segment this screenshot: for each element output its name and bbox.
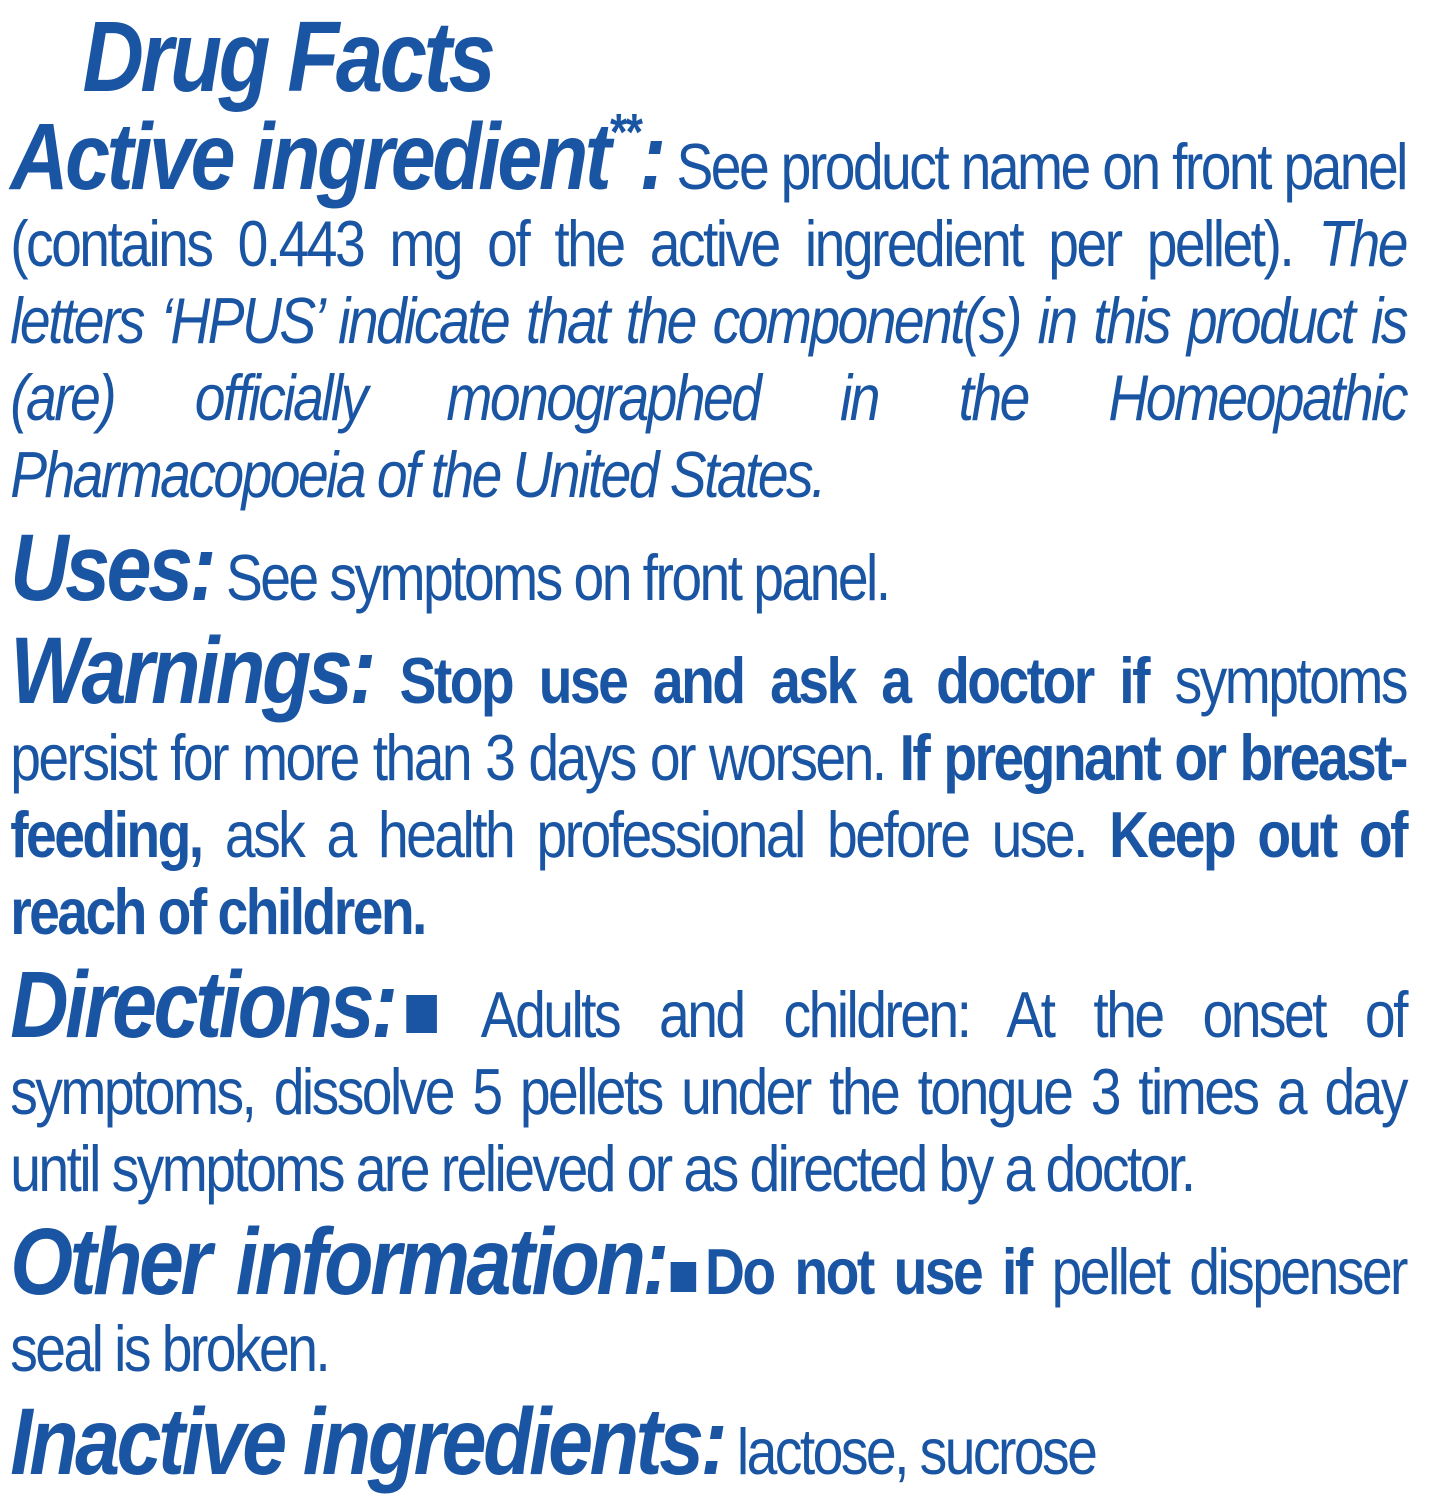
section-inactive-ingredients [10, 1389, 1406, 1495]
section-warnings [10, 618, 1406, 950]
other-information-regular: pellet dispenser seal is broken. [10, 1235, 1406, 1385]
warnings-bold-1: Stop use and ask a doctor if [399, 644, 1148, 717]
section-uses [10, 515, 1406, 621]
active-ingredient-heading-text: Active ingredient [10, 104, 609, 210]
warnings-heading: Warnings: [10, 618, 373, 724]
inactive-ingredients-body: lactose, sucrose [736, 1415, 1096, 1488]
other-information-heading: Other information: [10, 1209, 666, 1315]
section-active-ingredient [10, 104, 1406, 513]
active-ingredient-body-italic: The letters ‘HPUS’ indicate that the component(s) in this product is (are) officially monographed in the Homeopathic Pharmacopoeia of the United States. [10, 207, 1406, 511]
square-bullet-icon [671, 1262, 697, 1292]
directions-heading: Directions: [10, 952, 395, 1058]
warnings-bold-3: Keep out of reach of children. [10, 798, 1406, 948]
active-ingredient-body-regular: See product name on front panel (contains 0.443 mg of the active ingredient per pellet). [10, 130, 1406, 280]
warnings-bold-2: If pregnant or breast-feeding, [10, 721, 1406, 871]
section-directions [10, 952, 1406, 1207]
section-other-information [10, 1209, 1406, 1387]
uses-body: See symptoms on front panel. [225, 541, 889, 614]
other-information-bold: Do not use if [704, 1235, 1031, 1308]
inactive-ingredients-heading: Inactive ingredients: [10, 1389, 725, 1495]
warnings-regular-2: ask a health professional before use. [224, 798, 1086, 871]
active-ingredient-heading [10, 104, 663, 210]
warnings-regular-1: symptoms persist for more than 3 days or worsen. [10, 644, 1406, 794]
double-asterisk-superscript: ** [608, 104, 640, 163]
square-bullet-icon [406, 995, 437, 1033]
directions-body: Adults and children: At the onset of symptoms, dissolve 5 pellets under the tongue 3 times a day until symptoms are relieved or as directed by a doctor. [10, 978, 1406, 1205]
page-title: Drug Facts [82, 1, 493, 113]
heading-colon: : [639, 104, 663, 210]
uses-heading: Uses: [10, 515, 214, 621]
